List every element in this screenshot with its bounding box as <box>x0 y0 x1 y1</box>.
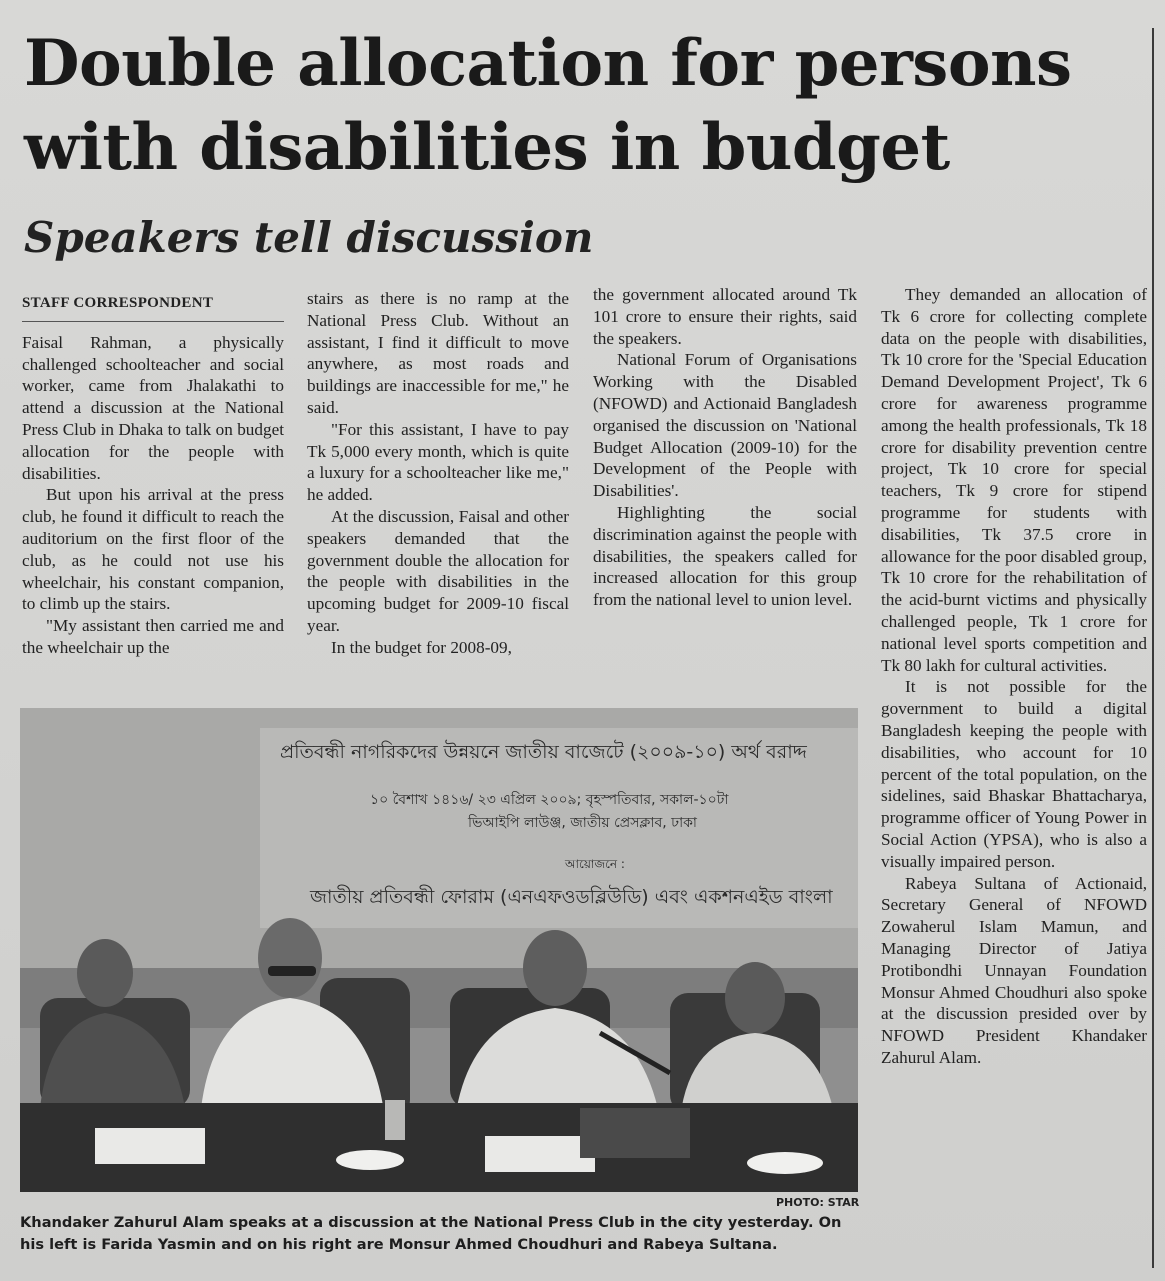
paragraph: stairs as there is no ramp at the National Press Club. Without an assistant, I find it difficult to move anywhere, as most roads and buildings are inaccessible for me," he said. <box>307 289 569 417</box>
paragraph: They demanded an allocation of Tk 6 crore for collecting complete data on the people with disabilities, Tk 10 crore for the 'Special Education Demand Development Project', Tk 6 crore for awareness programme among the health professionals, Tk 18 crore for disability prevention centre project, Tk 10 crore for special teachers, Tk 9 crore for stipend programme for students with disabilities, Tk 37.5 crore in allowance for the poor disabled group, Tk 10 crore for the rehabilitation of the acid-burnt victims and physically challenged people, Tk 1 crore for national level sports competition and Tk 80 lakh for cultural activities. <box>881 285 1147 675</box>
article-column-3 <box>593 284 857 611</box>
byline: STAFF CORRESPONDENT <box>22 293 284 322</box>
paragraph: At the discussion, Faisal and other speakers demanded that the government double the allocation for the people with disabilities in the upcoming budget for 2009-10 fiscal year. <box>307 506 569 635</box>
banner-date: ১০ বৈশাখ ১৪১৬/ ২৩ এপ্রিল ২০০৯; বৃহস্পতিবার, সকাল-১০টা <box>370 792 729 808</box>
article-column-2 <box>307 288 569 659</box>
paragraph: National Forum of Organisations Working with the Disabled (NFOWD) and Actionaid Bangladesh organised the discussion on 'National Budget Allocation (2009-10) for the Development of the People with Disabilities'. <box>593 350 857 501</box>
article-column-1 <box>22 293 284 659</box>
paragraph: "My assistant then carried me and the wheelchair up the <box>22 616 284 657</box>
paragraph: But upon his arrival at the press club, he found it difficult to reach the auditorium on the first floor of the club, as he could not use his wheelchair, his constant companion, to climb up the stairs. <box>22 485 284 614</box>
banner-title: প্রতিবন্ধী নাগরিকদের উন্নয়নে জাতীয় বাজেটে (২০০৯-১০) অর্থ বরাদ্দ <box>280 741 807 763</box>
banner-organiser-label: আয়োজনে : <box>565 857 625 871</box>
subheadline: Speakers tell discussion <box>24 213 594 262</box>
paragraph: Highlighting the social discrimination against the people with disabilities, the speakers called for increased allocation for this group from the national level to union level. <box>593 502 857 610</box>
paragraph: In the budget for 2008-09, <box>331 637 512 657</box>
paragraph: "For this assistant, I have to pay Tk 5,000 every month, which is quite a luxury for a schoolteacher like me," he added. <box>307 419 569 505</box>
headline: Double allocation for persons with disabilities in budget <box>24 26 1072 185</box>
paragraph: Faisal Rahman, a physically challenged schoolteacher and social worker, came from Jhalakathi to attend a discussion at the National Press Club in Dhaka to talk on budget allocation for the people with disabilities. <box>22 332 284 483</box>
article-column-4 <box>881 284 1147 1069</box>
paragraph: the government allocated around Tk 101 crore to ensure their rights, said the speakers. <box>593 285 857 348</box>
photo-caption: Khandaker Zahurul Alam speaks at a discussion at the National Press Club in the city yesterday. On his left is Farida Yasmin and on his right are Monsur Ahmed Choudhuri and Rabeya Sultana. <box>20 1214 842 1253</box>
paragraph: It is not possible for the government to build a digital Bangladesh keeping the people with disabilities, who account for 10 percent of the total population, on the sidelines, said Bhaskar Bhattacharya, programme officer of Young Power in Social Action (YPSA), who is also a visually impaired person. <box>881 677 1147 871</box>
banner-venue: ভিআইপি লাউঞ্জ, জাতীয় প্রেসক্লাব, ঢাকা <box>468 815 697 831</box>
news-photo <box>20 708 858 1192</box>
column-rule <box>1152 28 1154 1268</box>
banner-organisers: জাতীয় প্রতিবন্ধী ফোরাম (এনএফওডব্লিউডি) এবং একশনএইড বাংলা <box>310 886 833 908</box>
photo-credit: PHOTO: STAR <box>776 1196 860 1209</box>
photo-illustration <box>20 708 858 1192</box>
paragraph: Rabeya Sultana of Actionaid, Secretary General of NFOWD Zowaherul Islam Mamun, and Managing Director of Jatiya Protibondhi Unnayan Foundation Monsur Ahmed Choudhuri also spoke at the discussion presided over by NFOWD President Khandaker Zahurul Alam. <box>881 873 1147 1067</box>
